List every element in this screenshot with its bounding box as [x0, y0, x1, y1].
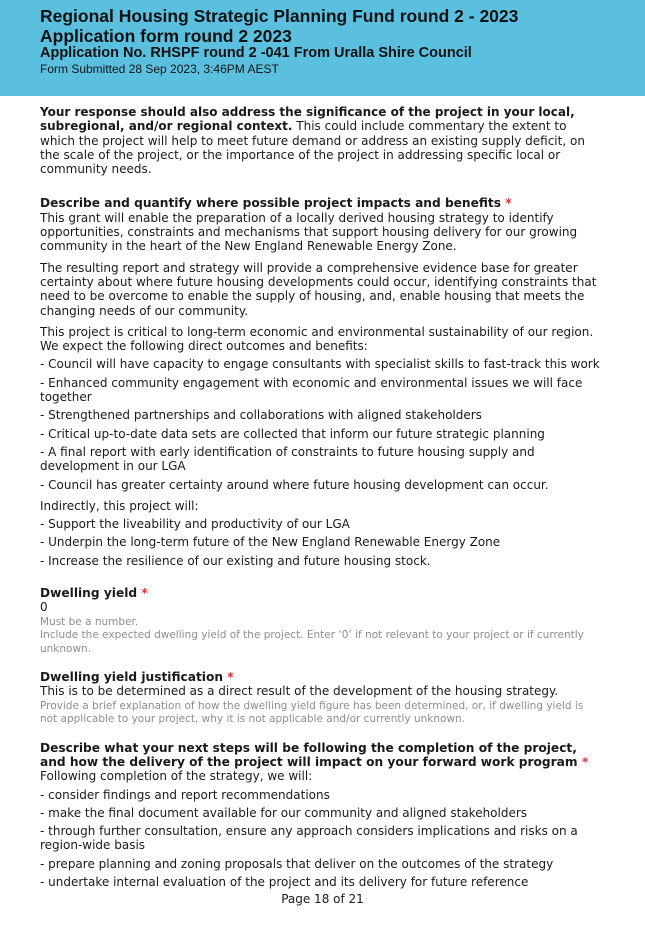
dwelling-justification-section: [40, 670, 600, 727]
required-marker: *: [581, 755, 589, 769]
intro-bold-text: Your response should also address the significance of the project in your local, subregional, and/or regional context.: [40, 105, 575, 134]
list-item: - consider findings and report recommendations: [40, 787, 330, 802]
list-item: - prepare planning and zoning proposals that deliver on the outcomes of the strategy: [40, 856, 554, 871]
dwelling-yield-label: Dwelling yield: [40, 586, 138, 601]
required-marker: *: [505, 196, 512, 211]
intro-text: This could include commentary the extent to which the project will help to meet future demand or address an existing supply deficit, on the scale of the project, or the importance of the project in addressing specific local or community needs.: [40, 119, 585, 177]
indirect-intro: Indirectly, this project will:: [40, 498, 199, 513]
list-item: - A final report with early identification of constraints to future housing supply and development in our LGA: [40, 444, 535, 474]
list-item: - Council has greater certainty around where future housing development can occur.: [40, 477, 549, 492]
list-item: - Critical up-to-date data sets are collected that inform our future strategic planning: [40, 426, 545, 441]
dwelling-yield-help: Include the expected dwelling yield of the project. Enter ‘0’ if not relevant to your project or if currently unknown.: [40, 629, 584, 655]
impacts-paragraph: This grant will enable the preparation of a locally derived housing strategy to identify opportunities, constraints and mechanisms that support housing delivery for our growing community in the heart of the New England Renewable Energy Zone.: [40, 210, 578, 254]
list-item: - undertake internal evaluation of the project and its delivery for future reference: [40, 875, 529, 890]
dwelling-yield-hint: Must be a number.: [40, 615, 139, 628]
list-item: - Strengthened partnerships and collaborations with aligned stakeholders: [40, 408, 482, 423]
next-steps-intro: Following completion of the strategy, we will:: [40, 769, 313, 784]
impacts-section: [40, 196, 600, 568]
next-steps-question: [40, 741, 600, 770]
next-steps-label: Describe what your next steps will be following the completion of the project, and how the delivery of the project will impact on your forward work program: [40, 740, 578, 769]
list-item: - Enhanced community engagement with economic and environmental issues we will face together: [40, 375, 583, 405]
list-item: - through further consultation, ensure any approach considers implications and risks on a region-wide basis: [40, 824, 578, 853]
dwelling-yield-value: 0: [40, 600, 48, 615]
intro-paragraph: [40, 105, 600, 176]
impacts-answer: [40, 211, 600, 568]
impacts-paragraph: The resulting report and strategy will provide a comprehensive evidence base for greater certainty about where future housing developments could occur, identifying constraints that need to be overcome to enable the supply of housing, and, enable housing that meets the changing needs of our community.: [40, 260, 597, 318]
page-number: Page 18 of 21: [281, 892, 364, 906]
list-item: - Support the liveability and productivity of our LGA: [40, 517, 350, 532]
next-steps-section: [40, 741, 600, 890]
dwelling-justification-hint: Provide a brief explanation of how the dwelling yield figure has been determined, or, if dwelling yield is not applicable to your project, why it is not applicable and/or currently unknown.: [40, 699, 584, 726]
list-item: - Underpin the long-term future of the New England Renewable Energy Zone: [40, 535, 501, 550]
form-title: [40, 6, 640, 46]
dwelling-justification-value: This is to be determined as a direct result of the development of the housing strategy.: [40, 684, 559, 699]
form-header: [0, 0, 645, 96]
form-content: [40, 105, 600, 893]
list-item: - make the final document available for our community and aligned stakeholders: [40, 805, 528, 820]
application-number: Application No. RHSPF round 2 -041 From Uralla Shire Council: [40, 45, 472, 61]
list-item: - Increase the resilience of our existing and future housing stock.: [40, 553, 431, 568]
dwelling-justification-label: Dwelling yield justification: [40, 670, 223, 685]
form-title-line2: Application form round 2 2023: [40, 26, 292, 46]
dwelling-justification-question: [40, 670, 600, 684]
dwelling-yield-question: [40, 586, 600, 600]
form-title-line1: Regional Housing Strategic Planning Fund round 2 - 2023: [40, 6, 519, 26]
impacts-paragraph: This project is critical to long-term economic and environmental sustainability of our region. We expect the following direct outcomes and benefits:: [40, 324, 594, 354]
required-marker: *: [141, 586, 148, 601]
submission-date: Form Submitted 28 Sep 2023, 3:46PM AEST: [40, 62, 279, 76]
dwelling-yield-section: [40, 586, 600, 656]
impacts-label: Describe and quantify where possible project impacts and benefits: [40, 196, 501, 211]
impacts-question: [40, 196, 600, 210]
list-item: - Council will have capacity to engage consultants with specialist skills to fast-track this work: [40, 357, 600, 372]
required-marker: *: [227, 670, 234, 685]
